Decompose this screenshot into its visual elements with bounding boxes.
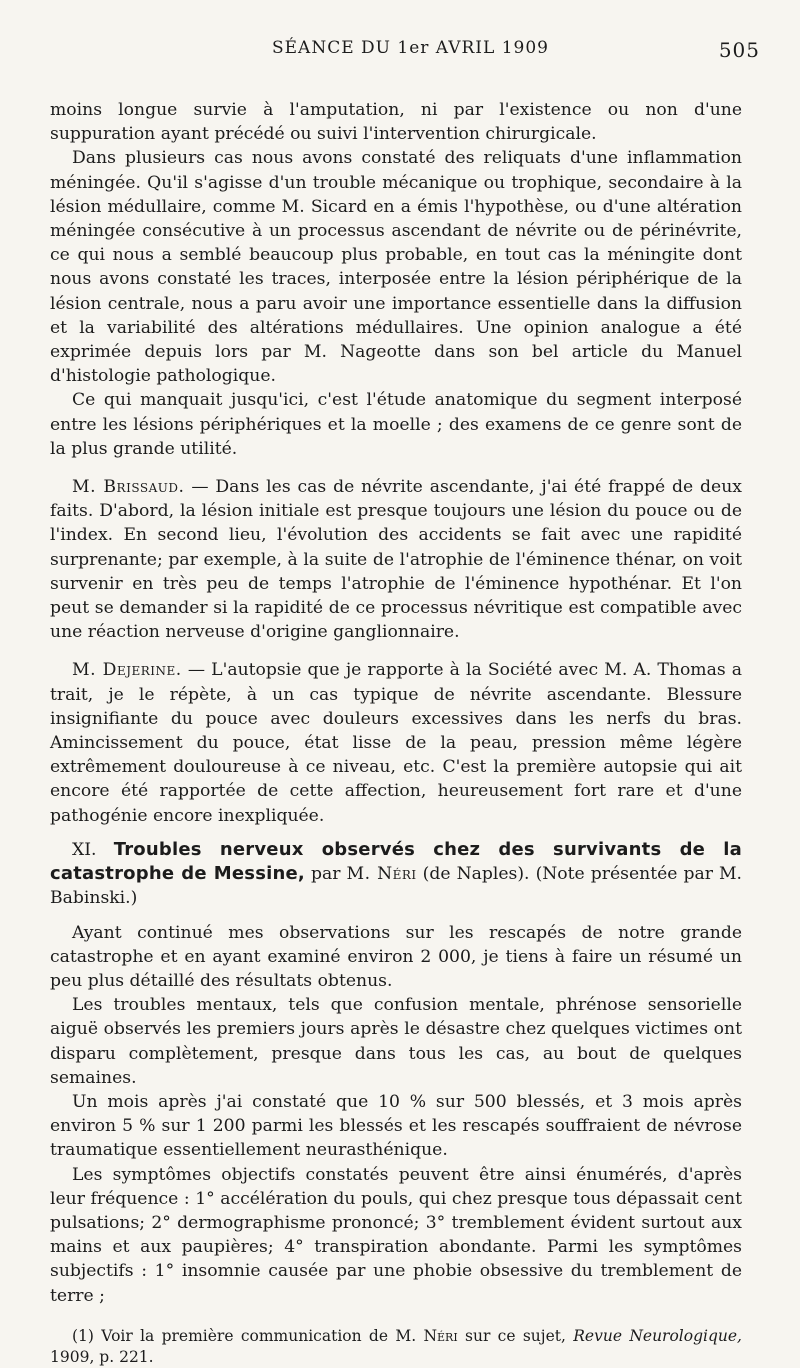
paragraph-etude-anatomique: Ce qui manquait jusqu'ici, c'est l'étude anatomique du segment interposé entre les lésions périphériques et la moelle ; des examens de ce genre sont de la plus grande utilité. — [50, 390, 742, 459]
section-by: par — [310, 864, 341, 885]
section-number: XI. — [72, 839, 97, 860]
section-paragraph: Les symptômes objectifs constatés peuvent être ainsi énumérés, d'après leur fréquence : 1° accélération du pouls, qui chez presque tous dépassait cent pulsations; 2° dermographisme prononcé; 3° tremblement évident surtout aux mains et aux paupières; 4° transpiration abondante. Parmi les symptômes subjectifs : 1° insomnie causée par une phobie obsessive du tremblement de terre ; — [50, 1164, 742, 1306]
section-author-place: (de Naples). — [422, 864, 530, 885]
paragraph-meningite: Dans plusieurs cas nous avons constaté des reliquats d'une inflammation méningée. Qu'il s'agisse d'un trouble mécanique ou trophique, secondaire à la lésion médullaire, comme M. Sicard en a émis l'hypothèse, ou d'une altération méningée consécutive à un processus ascendant de névrite ou de périnévrite, ce qui nous a semblé beaucoup plus probable, en tout cas la méningite dont nous avons constaté les traces, interposée entre la lésion périphérique de la lésion centrale, nous a paru avoir une importance essentielle dans la diffusion et la variabilité des altérations médullaires. Une opinion analogue a été exprimée depuis lors par M. Nageotte dans son bel article du Manuel d'histologie pathologique. — [50, 148, 742, 387]
brissaud-text: — Dans les cas de névrite ascendante, j'ai été frappé de deux faits. D'abord, la lésion initiale est presque toujours une lésion du pouce ou de l'index. En second lieu, l'évolution des accidents se fait avec une rapidité surprenante; par exemple, à la suite de l'atrophie de l'éminence thénar, on voit survenir en très peu de temps l'atrophie de l'éminence hypothénar. Et l'on peut se demander si la rapidité de ce processus névritique est compatible avec une réaction nerveuse d'origine ganglionnaire. — [50, 477, 742, 643]
footnote-marker: (1) — [72, 1326, 94, 1345]
running-title: SÉANCE DU 1er AVRIL 1909 — [272, 38, 549, 58]
brissaud-remark — [50, 475, 742, 644]
footnote-author: M. Néri — [395, 1326, 458, 1345]
section-paragraph: Ayant continué mes observations sur les rescapés de notre grande catastrophe et en ayant examiné environ 2 000, je tiens à faire un résumé un peu plus détaillé des résultats obtenus. — [50, 922, 742, 991]
section-note: (Note présentée par M. Babinski.) — [50, 864, 743, 909]
footnote-text-after: 1909, p. 221. — [50, 1347, 154, 1366]
section-paragraph: Les troubles mentaux, tels que confusion mentale, phrénose sensorielle aiguë observés les premiers jours après le désastre chez quelques victimes ont disparu complètement, presque dans tous les cas, au bout de quelques semaines. — [50, 995, 742, 1088]
footnote-text-mid: sur ce sujet, — [465, 1326, 566, 1345]
section-title: Troubles nerveux observés chez des survivants de la catastrophe de Messine, — [50, 838, 743, 885]
running-header — [50, 38, 760, 68]
section-author: M. Néri — [346, 864, 417, 885]
section-paragraph: Un mois après j'ai constaté que 10 % sur 500 blessés, et 3 mois après environ 5 % sur 1 200 parmi les blessés et les rescapés souffraient de névrose traumatique essentiellement neurasthénique. — [50, 1091, 742, 1161]
speaker-brissaud: M. Brissaud. — [72, 477, 185, 498]
dejerine-text: — L'autopsie que je rapporte à la Société avec M. A. Thomas a trait, je le répète, à un cas typique de névrite ascendante. Blessure insignifiante du pouce avec douleurs excessives dans les nerfs du bras. Amincissement du pouce, état lisse de la peau, pression même légère extrêmement douloureuse à ce niveau, etc. C'est la première autopsie qui ait encore été rapportée de cette affection, heureusement fort rare et d'une pathogénie encore inexpliquée. — [50, 660, 742, 826]
speaker-dejerine: M. Dejerine. — [72, 660, 182, 681]
page-number: 505 — [718, 38, 760, 62]
paragraph-continuation: moins longue survie à l'amputation, ni par l'existence ou non d'une suppuration ayant précédé ou suivi l'intervention chirurgicale. — [50, 100, 742, 145]
footnote-journal: Revue Neurologique, — [573, 1326, 742, 1345]
footnote-text-before: Voir la première communication de — [101, 1326, 389, 1345]
dejerine-remark — [50, 658, 742, 827]
section-heading — [50, 838, 742, 911]
